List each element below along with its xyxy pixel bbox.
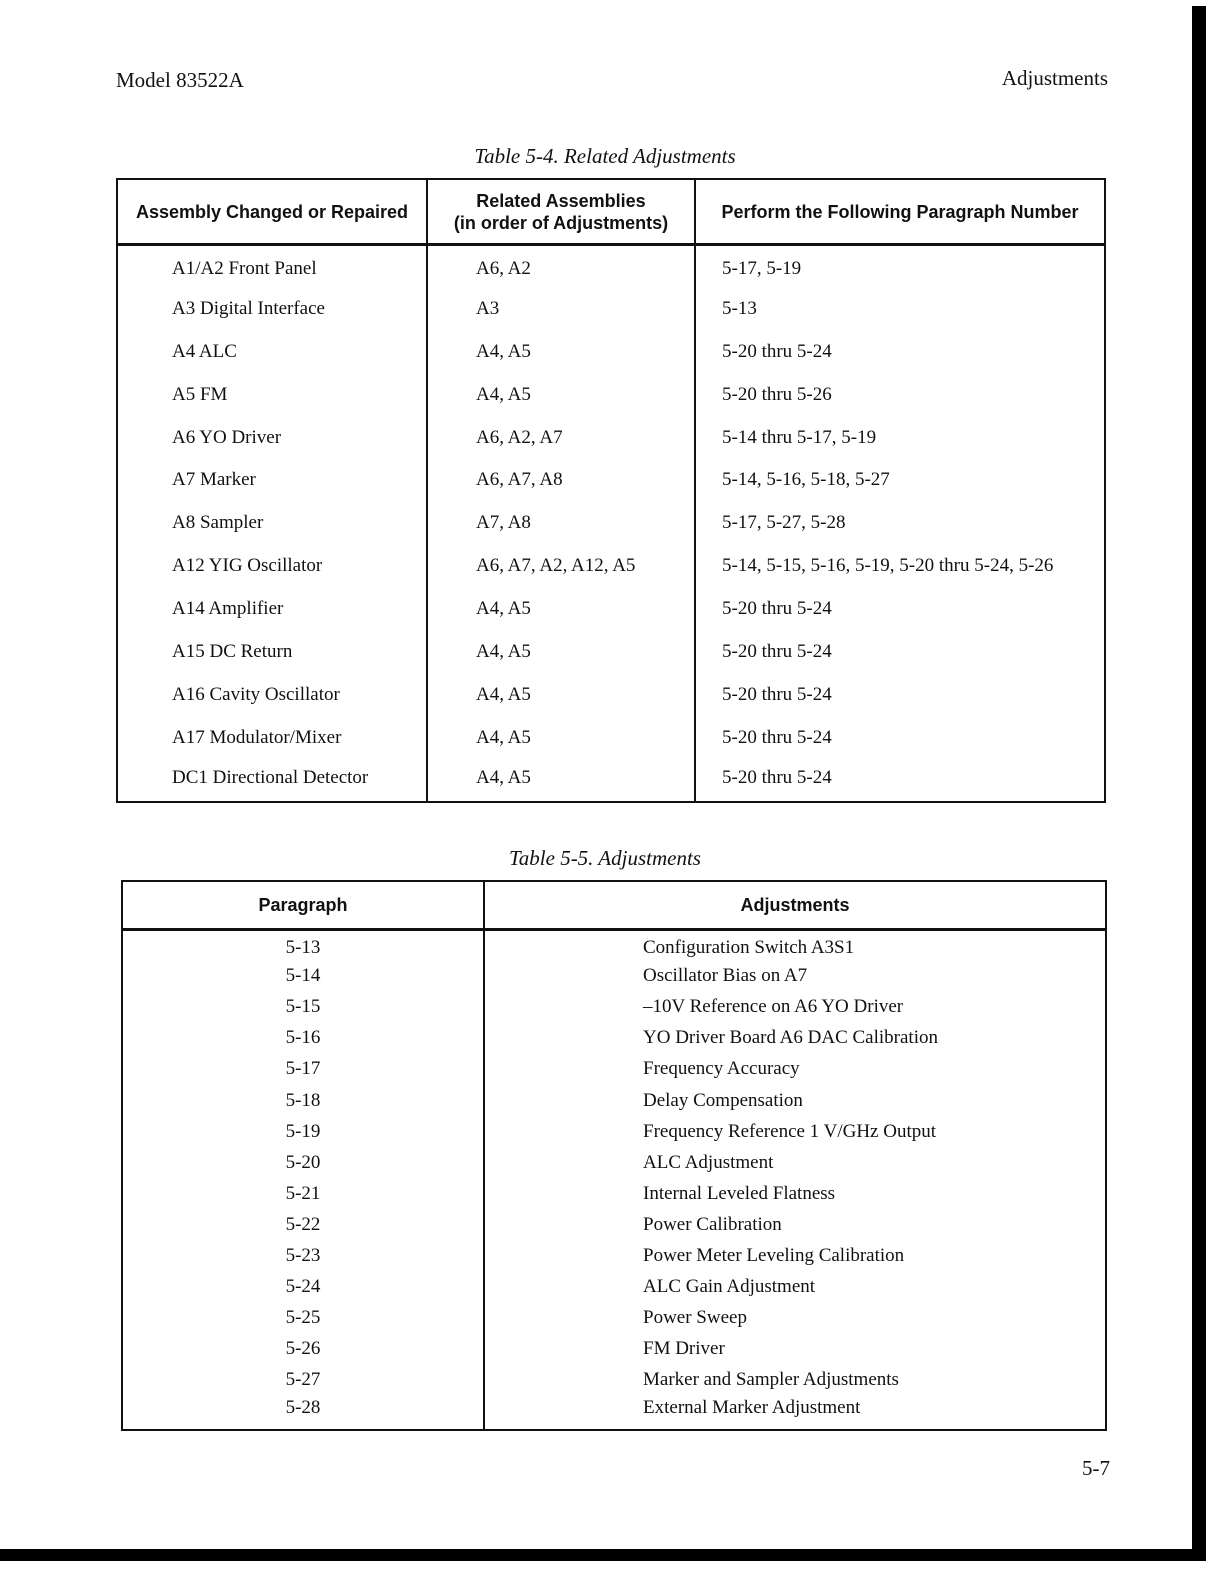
paragraph-cell: 5-25 bbox=[122, 1303, 484, 1334]
assembly-cell: A7 Marker bbox=[117, 459, 427, 502]
related-assemblies-cell: A4, A5 bbox=[427, 716, 695, 759]
table-row bbox=[117, 588, 1105, 631]
adjustment-cell: Frequency Reference 1 V/GHz Output bbox=[643, 1120, 936, 1142]
assembly-cell: A12 YIG Oscillator bbox=[117, 545, 427, 588]
adjustment-cell: Power Meter Leveling Calibration bbox=[643, 1244, 905, 1266]
paragraph-numbers-cell: 5-20 thru 5-26 bbox=[722, 383, 832, 405]
paragraph-cell: 5-26 bbox=[122, 1334, 484, 1365]
related-assemblies-cell: A4, A5 bbox=[427, 673, 695, 716]
paragraph-numbers-cell: 5-20 thru 5-24 bbox=[722, 726, 832, 748]
assembly-cell: A3 Digital Interface bbox=[117, 287, 427, 330]
related-adjustments-table bbox=[116, 178, 1106, 803]
related-assemblies-cell: A4, A5 bbox=[427, 373, 695, 416]
table-row bbox=[117, 716, 1105, 759]
paragraph-numbers-cell: 5-20 thru 5-24 bbox=[722, 640, 832, 662]
related-assemblies-cell: A7, A8 bbox=[427, 502, 695, 545]
adjustments-table bbox=[121, 880, 1107, 1431]
table-row bbox=[122, 1396, 1106, 1430]
table-row bbox=[122, 1334, 1106, 1365]
column-header-related-assemblies: Related Assemblies (in order of Adjustments) bbox=[427, 179, 695, 245]
table-row bbox=[122, 992, 1106, 1023]
paragraph-cell: 5-21 bbox=[122, 1178, 484, 1209]
table-row bbox=[117, 502, 1105, 545]
table-row bbox=[122, 1023, 1106, 1054]
paragraph-cell: 5-18 bbox=[122, 1085, 484, 1116]
paragraph-numbers-cell: 5-20 thru 5-24 bbox=[722, 683, 832, 705]
adjustment-cell: YO Driver Board A6 DAC Calibration bbox=[643, 1027, 938, 1049]
assembly-cell: A16 Cavity Oscillator bbox=[117, 673, 427, 716]
table-row bbox=[122, 1303, 1106, 1334]
assembly-cell: A4 ALC bbox=[117, 330, 427, 373]
related-assemblies-cell: A4, A5 bbox=[427, 631, 695, 674]
paragraph-numbers-cell: 5-17, 5-19 bbox=[722, 258, 802, 280]
assembly-cell: A6 YO Driver bbox=[117, 416, 427, 459]
related-assemblies-cell: A3 bbox=[427, 287, 695, 330]
table-header-row bbox=[122, 881, 1106, 930]
adjustment-cell: Delay Compensation bbox=[643, 1089, 803, 1111]
adjustment-cell: Oscillator Bias on A7 bbox=[643, 965, 808, 987]
adjustment-cell: Frequency Accuracy bbox=[643, 1058, 800, 1080]
table-row bbox=[122, 961, 1106, 992]
assembly-cell: A14 Amplifier bbox=[117, 588, 427, 631]
adjustment-cell: Configuration Switch A3S1 bbox=[643, 937, 855, 959]
table-row bbox=[122, 1147, 1106, 1178]
table-row bbox=[122, 930, 1106, 961]
paragraph-numbers-cell: 5-14, 5-16, 5-18, 5-27 bbox=[722, 469, 890, 491]
table-5-4-caption: Table 5-4. Related Adjustments bbox=[474, 144, 736, 168]
paragraph-cell: 5-22 bbox=[122, 1209, 484, 1240]
table-row bbox=[117, 759, 1105, 802]
table-row bbox=[122, 1116, 1106, 1147]
adjustment-cell: External Marker Adjustment bbox=[643, 1396, 861, 1418]
paragraph-cell: 5-28 bbox=[122, 1396, 484, 1430]
paragraph-numbers-cell: 5-13 bbox=[722, 297, 757, 319]
table-row bbox=[122, 1365, 1106, 1396]
table-row bbox=[122, 1272, 1106, 1303]
header-section: Adjustments bbox=[1001, 66, 1108, 90]
paragraph-numbers-cell: 5-20 thru 5-24 bbox=[722, 340, 832, 362]
table-row bbox=[117, 673, 1105, 716]
table-row bbox=[117, 459, 1105, 502]
adjustment-cell: Marker and Sampler Adjustments bbox=[643, 1369, 899, 1391]
related-assemblies-cell: A4, A5 bbox=[427, 759, 695, 802]
column-header-paragraph: Paragraph bbox=[122, 881, 484, 930]
paragraph-cell: 5-19 bbox=[122, 1116, 484, 1147]
column-header-paragraph-number: Perform the Following Paragraph Number bbox=[695, 179, 1105, 245]
table-row bbox=[122, 1085, 1106, 1116]
assembly-cell: A1/A2 Front Panel bbox=[117, 245, 427, 288]
paragraph-cell: 5-24 bbox=[122, 1272, 484, 1303]
column-header-assembly: Assembly Changed or Repaired bbox=[117, 179, 427, 245]
assembly-cell: DC1 Directional Detector bbox=[117, 759, 427, 802]
related-assemblies-cell: A6, A7, A2, A12, A5 bbox=[427, 545, 695, 588]
scan-edge-right bbox=[1192, 6, 1206, 1552]
paragraph-cell: 5-15 bbox=[122, 992, 484, 1023]
page-number: 5-7 bbox=[1082, 1456, 1110, 1480]
adjustment-cell: ALC Gain Adjustment bbox=[643, 1276, 816, 1298]
table-row bbox=[117, 330, 1105, 373]
paragraph-numbers-cell: 5-20 thru 5-24 bbox=[722, 598, 832, 620]
paragraph-cell: 5-13 bbox=[122, 930, 484, 961]
paragraph-cell: 5-20 bbox=[122, 1147, 484, 1178]
adjustment-cell: Power Sweep bbox=[643, 1307, 747, 1329]
related-assemblies-cell: A4, A5 bbox=[427, 330, 695, 373]
assembly-cell: A5 FM bbox=[117, 373, 427, 416]
paragraph-cell: 5-17 bbox=[122, 1054, 484, 1085]
table-5-5-caption: Table 5-5. Adjustments bbox=[509, 846, 701, 870]
table-row bbox=[122, 1209, 1106, 1240]
related-assemblies-cell: A6, A2 bbox=[427, 245, 695, 288]
adjustment-cell: FM Driver bbox=[643, 1338, 725, 1360]
table-row bbox=[122, 1178, 1106, 1209]
table-row bbox=[122, 1054, 1106, 1085]
paragraph-numbers-cell: 5-14, 5-15, 5-16, 5-19, 5-20 thru 5-24, 5-26 bbox=[722, 555, 1054, 577]
paragraph-cell: 5-16 bbox=[122, 1023, 484, 1054]
column-header-adjustments: Adjustments bbox=[484, 881, 1106, 930]
paragraph-cell: 5-27 bbox=[122, 1365, 484, 1396]
paragraph-numbers-cell: 5-20 thru 5-24 bbox=[722, 766, 832, 788]
paragraph-numbers-cell: 5-14 thru 5-17, 5-19 bbox=[722, 426, 877, 448]
table-row bbox=[122, 1240, 1106, 1271]
paragraph-numbers-cell: 5-17, 5-27, 5-28 bbox=[722, 512, 846, 534]
table-row bbox=[117, 416, 1105, 459]
table-row bbox=[117, 545, 1105, 588]
related-assemblies-cell: A6, A7, A8 bbox=[427, 459, 695, 502]
table-row bbox=[117, 287, 1105, 330]
table-header-row bbox=[117, 179, 1105, 245]
adjustment-cell: Internal Leveled Flatness bbox=[643, 1182, 836, 1204]
paragraph-cell: 5-23 bbox=[122, 1240, 484, 1271]
related-assemblies-cell: A6, A2, A7 bbox=[427, 416, 695, 459]
adjustment-cell: Power Calibration bbox=[643, 1213, 782, 1235]
paragraph-cell: 5-14 bbox=[122, 961, 484, 992]
related-assemblies-cell: A4, A5 bbox=[427, 588, 695, 631]
adjustment-cell: –10V Reference on A6 YO Driver bbox=[643, 996, 904, 1018]
table-row bbox=[117, 245, 1105, 288]
assembly-cell: A17 Modulator/Mixer bbox=[117, 716, 427, 759]
table-row bbox=[117, 631, 1105, 674]
assembly-cell: A8 Sampler bbox=[117, 502, 427, 545]
adjustment-cell: ALC Adjustment bbox=[643, 1151, 774, 1173]
assembly-cell: A15 DC Return bbox=[117, 631, 427, 674]
header-model: Model 83522A bbox=[116, 68, 244, 92]
table-row bbox=[117, 373, 1105, 416]
scan-edge-bottom bbox=[0, 1549, 1206, 1561]
